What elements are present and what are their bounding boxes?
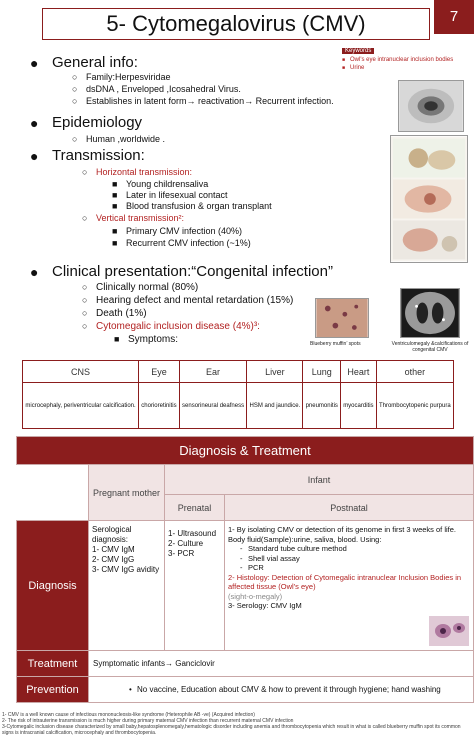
footnote: 3-Cytomegalic inclusion disease characterized by small baby,hepatosplenomegaly,hematologic disorder including anemia and thrombocytopenia which result in what is called blueberry muffin spot its common signs is intracranial calcification, microcephaly and thrombocytopenia. bbox=[2, 724, 461, 736]
treatment-label: Treatment bbox=[17, 651, 89, 677]
vertical-transmission-label: ○ Vertical transmission²: bbox=[82, 213, 185, 223]
list-item: ○ Family:Herpesviridae bbox=[72, 72, 171, 82]
serological-cell bbox=[89, 521, 165, 651]
table-cell: myocarditis bbox=[341, 383, 377, 429]
prevention-label: Prevention bbox=[17, 677, 89, 703]
list-item: ○ Human ,worldwide . bbox=[72, 134, 166, 144]
keyword-item: ■ Owl's eye intranuclear inclusion bodies bbox=[342, 56, 462, 64]
general-info-heading-text: General info: bbox=[52, 54, 138, 71]
owls-eye-histology-image bbox=[429, 616, 469, 646]
dx-corner bbox=[17, 465, 89, 521]
list-item: ■ Primary CMV infection (40%) bbox=[112, 226, 243, 236]
table-header: Lung bbox=[303, 361, 341, 383]
symptoms-label: ■ Symptoms: bbox=[114, 334, 179, 345]
list-item: - PCR bbox=[240, 563, 264, 572]
pregnant-mother-header: Pregnant mother bbox=[89, 465, 165, 521]
page-number: 7 bbox=[434, 0, 474, 34]
diagnosis-label: Diagnosis bbox=[17, 521, 89, 651]
list-item: ■ Young childrensaliva bbox=[112, 179, 209, 189]
list-item: - Standard tube culture method bbox=[240, 544, 347, 553]
diagnosis-treatment-table bbox=[16, 436, 474, 703]
bullet-icon: ● bbox=[30, 115, 39, 131]
list-item: ○ Clinically normal (80%) bbox=[82, 282, 199, 293]
infant-header: Infant bbox=[165, 465, 474, 495]
keywords-title: Keywords bbox=[342, 48, 374, 54]
list-item: ■ Blood transfusion & organ transplant bbox=[112, 201, 272, 211]
footnote: 2- The risk of intrauterine transmission is much higher during primary maternal CMV infection than recurrent maternal CMV infection bbox=[2, 718, 294, 724]
bullet-icon: ● bbox=[30, 148, 39, 164]
clinical-heading-text: Clinical presentation:“Congenital infection” bbox=[52, 263, 333, 280]
table-header: Heart bbox=[341, 361, 377, 383]
bullet-icon: ● bbox=[30, 264, 39, 280]
cid-label: ○ Cytomegalic inclusion disease (4%)³: bbox=[82, 321, 260, 332]
footnote: 1- CMV is a well known cause of infectious mononucleosis-like syndrome (Heterophile AB -ve) (Acquired infection) bbox=[2, 712, 255, 718]
footnotes bbox=[2, 712, 472, 736]
list-item: ■ Recurrent CMV infection (~1%) bbox=[112, 238, 251, 248]
list-item: 1- CMV IgM bbox=[92, 545, 135, 554]
table-header: Liver bbox=[247, 361, 303, 383]
owls-eye-cell-image bbox=[398, 80, 464, 132]
prevention-cell: • No vaccine, Education about CMV & how to prevent it through hygiene; hand washing bbox=[89, 677, 474, 703]
list-item: ○ Death (1%) bbox=[82, 308, 147, 319]
postnatal-cell bbox=[225, 521, 474, 651]
postnatal-histology: 2- Histology: Detection of Cytomegalic intranuclear Inclusion Bodies in affected tissue (Owl's eye) bbox=[228, 572, 462, 591]
horizontal-transmission-label: ○ Horizontal transmission: bbox=[82, 167, 193, 177]
table-cell: Thrombocytopenic purpura bbox=[376, 383, 453, 429]
general-info-heading bbox=[30, 54, 138, 72]
bullet-icon: ● bbox=[30, 55, 39, 71]
table-header: Ear bbox=[179, 361, 247, 383]
list-item: 2- Culture bbox=[168, 539, 204, 548]
keywords-box bbox=[342, 48, 462, 72]
blueberry-caption: Blueberry muffin’ spots bbox=[310, 341, 361, 347]
treatment-cell: Symptomatic infants→ Ganciclovir bbox=[89, 651, 474, 677]
table-header: Eye bbox=[139, 361, 180, 383]
keyword-item: ■ Urine bbox=[342, 64, 462, 72]
list-item: 3- PCR bbox=[168, 549, 195, 558]
table-header: other bbox=[376, 361, 453, 383]
ventriculomegaly-caption: Ventriculomegaly &calcifications of congenital CMV bbox=[391, 341, 469, 353]
postnatal-header: Postnatal bbox=[225, 495, 474, 521]
epidemiology-heading-text: Epidemiology bbox=[52, 114, 143, 131]
list-item: ○ dsDNA , Enveloped ,Icosahedral Virus. bbox=[72, 84, 241, 94]
transmission-heading-text: Transmission: bbox=[52, 147, 145, 164]
epidemiology-heading bbox=[30, 114, 143, 132]
list-item: 1- Ultrasound bbox=[168, 529, 217, 538]
postnatal-histology-note: (sight-o-megaly) bbox=[228, 591, 283, 601]
transmission-heading bbox=[30, 147, 145, 165]
ventriculomegaly-image bbox=[400, 288, 460, 338]
list-item: 3- CMV IgG avidity bbox=[92, 565, 160, 574]
list-item: 2- CMV IgG bbox=[92, 555, 135, 564]
page-title: 5- Cytomegalovirus (CMV) bbox=[42, 8, 430, 40]
postnatal-serology: 3- Serology: CMV IgM bbox=[228, 601, 302, 610]
list-item: - Shell vial assay bbox=[240, 553, 300, 563]
clinical-findings-table bbox=[22, 360, 454, 429]
blueberry-muffin-image bbox=[315, 298, 369, 338]
clinical-heading bbox=[30, 263, 333, 281]
list-item: ○ Hearing defect and mental retardation (15%) bbox=[82, 295, 294, 306]
transmission-diagram-image bbox=[390, 135, 468, 263]
table-cell: HSM and jaundice. bbox=[247, 383, 303, 429]
table-header: CNS bbox=[23, 361, 139, 383]
table-cell: microcephaly, periventricular calcification. bbox=[23, 383, 139, 429]
list-item: ○ Establishes in latent form→ reactivation→ Recurrent infection. bbox=[72, 96, 334, 106]
prenatal-header: Prenatal bbox=[165, 495, 225, 521]
dx-title: Diagnosis & Treatment bbox=[17, 437, 474, 465]
list-item: ■ Later in lifesexual contact bbox=[112, 190, 228, 200]
postnatal-isolation: 1- By isolating CMV or detection of its genome in first 3 weeks of life. Body fluid(Sample):urine, saliva, blood. Using: bbox=[228, 525, 457, 544]
table-cell: chorioretinitis bbox=[139, 383, 180, 429]
table-cell: sensorineural deafness bbox=[179, 383, 247, 429]
prenatal-cell bbox=[165, 521, 225, 651]
table-cell: pneumonitis bbox=[303, 383, 341, 429]
serological-heading: Serological diagnosis: bbox=[92, 525, 132, 544]
